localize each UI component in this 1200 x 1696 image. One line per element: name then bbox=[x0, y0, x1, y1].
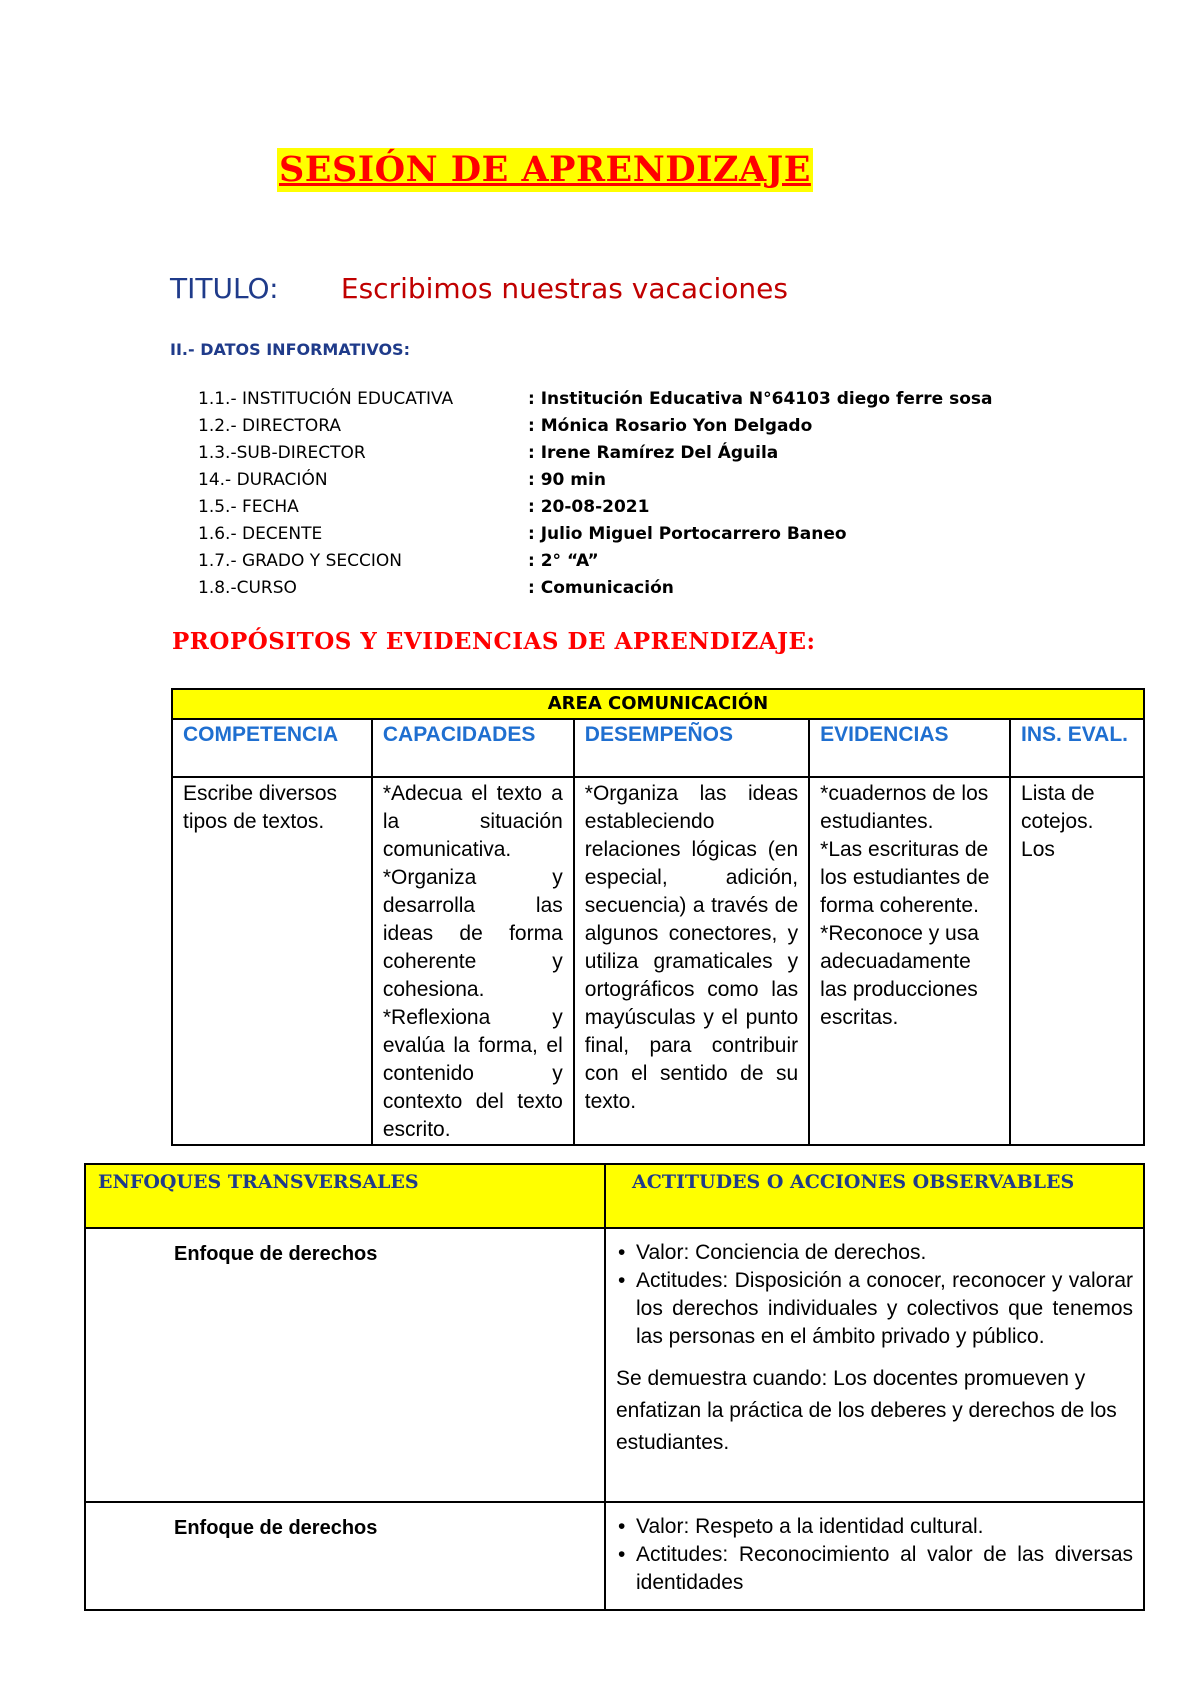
cell-capacidades bbox=[372, 777, 574, 1145]
session-title-label: TITULO: bbox=[170, 272, 279, 305]
datos-value: : 90 min bbox=[528, 470, 606, 490]
column-header-desempenos: DESEMPEÑOS bbox=[574, 719, 809, 777]
datos-label: 1.2.- DIRECTORA bbox=[198, 416, 342, 436]
actitud-bullet: • Actitudes: Reconocimiento al valor de las diversas identidades bbox=[636, 1541, 1133, 1597]
datos-label: 1.7.- GRADO Y SECCION bbox=[198, 551, 402, 571]
purposes-heading: PROPÓSITOS Y EVIDENCIAS DE APRENDIZAJE: bbox=[172, 628, 816, 655]
capacidad-item: *Reflexiona y evalúa la forma, el contenido y contexto del texto escrito. bbox=[382, 1006, 563, 1141]
datos-value: : Irene Ramírez Del Águila bbox=[528, 443, 779, 463]
actitud-bullet: • Valor: Conciencia de derechos. bbox=[636, 1239, 1133, 1267]
enfoques-header: ENFOQUES TRANSVERSALES bbox=[85, 1164, 605, 1228]
datos-value: : 20-08-2021 bbox=[528, 497, 650, 517]
datos-informativos-list bbox=[198, 386, 993, 602]
actitud-bullet: • Valor: Respeto a la identidad cultural. bbox=[636, 1513, 1133, 1541]
datos-row bbox=[198, 386, 993, 413]
actitudes-list bbox=[616, 1239, 1133, 1351]
column-header-ins-eval: INS. EVAL. bbox=[1010, 719, 1144, 777]
column-header-evidencias: EVIDENCIAS bbox=[809, 719, 1010, 777]
datos-row bbox=[198, 494, 993, 521]
session-title-row bbox=[170, 272, 788, 305]
datos-label: 1.6.- DECENTE bbox=[198, 524, 323, 544]
datos-row bbox=[198, 440, 993, 467]
datos-row bbox=[198, 467, 993, 494]
cell-ins-eval: Lista de cotejos. Los bbox=[1010, 777, 1144, 1145]
datos-value: : Julio Miguel Portocarrero Baneo bbox=[528, 524, 847, 544]
capacidad-item: *Adecua el texto a la situación comunicativa. bbox=[382, 782, 563, 861]
actitudes-list bbox=[616, 1513, 1133, 1597]
column-header-capacidades: CAPACIDADES bbox=[372, 719, 574, 777]
area-comunicacion-table bbox=[171, 688, 1145, 1146]
datos-row bbox=[198, 548, 993, 575]
datos-label: 1.1.- INSTITUCIÓN EDUCATIVA bbox=[198, 389, 454, 409]
actitudes-cell bbox=[605, 1228, 1144, 1502]
session-title-value: Escribimos nuestras vacaciones bbox=[340, 272, 788, 305]
capacidad-item: *Organiza y desarrolla las ideas de forma coherente y cohesiona. bbox=[382, 866, 563, 1001]
actitudes-cell bbox=[605, 1502, 1144, 1610]
column-header-competencia: COMPETENCIA bbox=[172, 719, 372, 777]
datos-label: 1.3.-SUB-DIRECTOR bbox=[198, 443, 366, 463]
actitudes-header: ACTITUDES O ACCIONES OBSERVABLES bbox=[605, 1164, 1144, 1228]
evidencia-item: *Reconoce y usa adecuadamente las producciones escritas. bbox=[820, 922, 979, 1029]
evidencia-item: *Las escrituras de los estudiantes de forma coherente. bbox=[820, 838, 990, 917]
datos-value: : Mónica Rosario Yon Delgado bbox=[528, 416, 813, 436]
demuestra-note: Se demuestra cuando: Los docentes promueven y enfatizan la práctica de los deberes y derechos de los estudiantes. bbox=[616, 1367, 1117, 1454]
datos-row bbox=[198, 413, 993, 440]
datos-label: 1.5.- FECHA bbox=[198, 497, 299, 517]
datos-value: : Comunicación bbox=[528, 578, 674, 598]
datos-row bbox=[198, 521, 993, 548]
cell-desempenos: *Organiza las ideas estableciendo relaciones lógicas (en especial, adición, secuencia) a través de algunos conectores, y utiliza gramaticales y ortográficos como las mayúsculas y el punto final, para contribuir con el sentido de su texto. bbox=[574, 777, 809, 1145]
datos-label: 14.- DURACIÓN bbox=[198, 470, 328, 490]
evidencia-item: *cuadernos de los estudiantes. bbox=[820, 782, 989, 833]
enfoque-name: Enfoque de derechos bbox=[85, 1228, 605, 1502]
cell-evidencias bbox=[809, 777, 1010, 1145]
datos-informativos-heading: II.- DATOS INFORMATIVOS: bbox=[170, 340, 410, 359]
area-title: AREA COMUNICACIÓN bbox=[172, 689, 1144, 719]
cell-competencia: Escribe diversos tipos de textos. bbox=[172, 777, 372, 1145]
enfoque-name: Enfoque de derechos bbox=[85, 1502, 605, 1610]
enfoques-transversales-table bbox=[84, 1163, 1145, 1611]
document-title: SESIÓN DE APRENDIZAJE bbox=[279, 149, 811, 190]
datos-label: 1.8.-CURSO bbox=[198, 578, 297, 598]
datos-value: : Institución Educativa N°64103 diego ferre sosa bbox=[528, 389, 993, 409]
datos-value: : 2° “A” bbox=[528, 551, 599, 571]
datos-row bbox=[198, 575, 993, 602]
actitud-bullet: • Actitudes: Disposición a conocer, reconocer y valorar los derechos individuales y colectivos que tenemos las personas en el ámbito privado y público. bbox=[636, 1267, 1133, 1351]
